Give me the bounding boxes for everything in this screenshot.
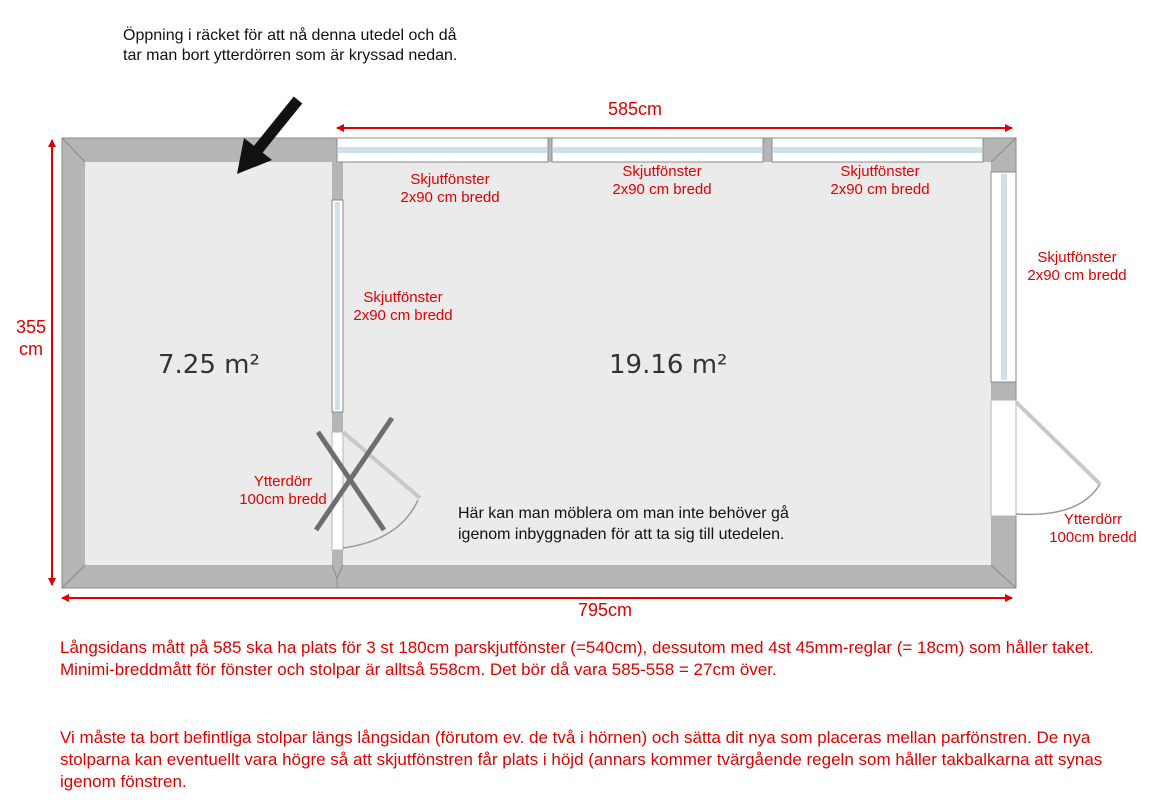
furnish-note: Här kan man möblera om man inte behöver gå igenom inbyggnaden för att ta sig till utedelen. [458,505,789,543]
door-swing-right [1016,484,1100,514]
top-windows [337,138,983,162]
door-leaf-right [1016,402,1100,484]
dimension-bottom-label: 795cm [577,600,633,620]
door-opening-right [991,400,1016,516]
dimension-top-label: 585cm [607,99,663,119]
window-label-top-1: Skjutfönster 2x90 cm bredd [400,171,500,206]
room-left-area: 7.25 m² [158,350,260,380]
dimension-height-label: 355 cm [15,317,47,359]
door-label-right: Ytterdörr 100cm bredd [1049,511,1137,546]
door-label-partition: Ytterdörr 100cm bredd [239,473,327,508]
note-paragraph-2: Vi måste ta bort befintliga stolpar längs långsidan (förutom ev. de två i hörnen) och sätta dit nya som placeras mellan parfönstren. De nya stolparna kan eventuellt vara högre så att skjutfönstren får plats i höjd (annars kommer tvärgående regeln som håller takbalkarna att synas igenom fönstren. [60,728,1103,791]
room-right-area: 19.16 m² [609,350,728,380]
window-label-top-2: Skjutfönster 2x90 cm bredd [612,163,712,198]
window-label-top-3: Skjutfönster 2x90 cm bredd [830,163,930,198]
window-label-partition: Skjutfönster 2x90 cm bredd [353,289,453,324]
annotation-top: Öppning i räcket för att nå denna utedel och då tar man bort ytterdörren som är kryssad nedan. [123,27,458,64]
window-label-right: Skjutfönster 2x90 cm bredd [1027,249,1127,284]
note-paragraph-1: Långsidans mått på 585 ska ha plats för 3 st 180cm parskjutfönster (=540cm), dessutom med 4st 45mm-reglar (= 18cm) som håller taket. Minimi-breddmått för fönster och stolpar är alltså 558cm. Det bör då vara 585-558 = 27cm över. [60,638,1094,679]
